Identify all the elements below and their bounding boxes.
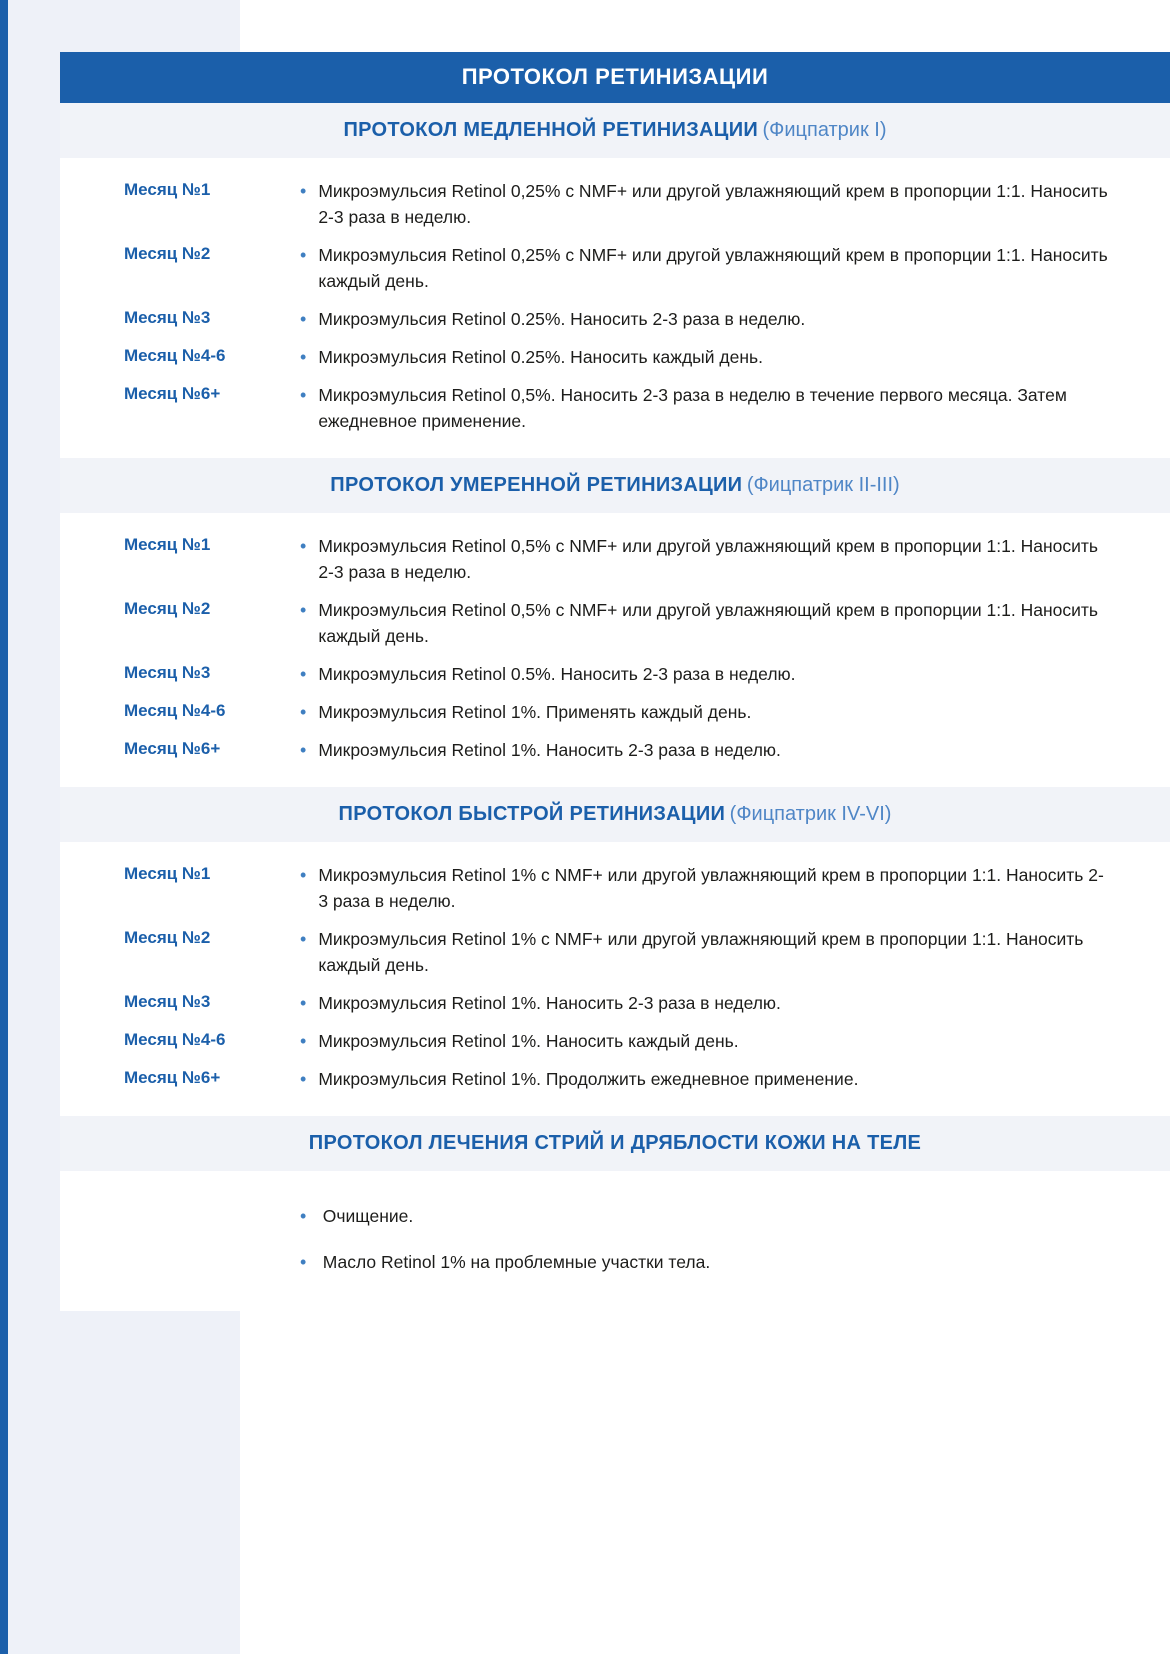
bullet-icon: • [300,1206,307,1226]
protocol-row [60,338,1170,376]
month-label: Месяц №6+ [124,384,221,403]
protocol-text: Микроэмульсия Retinol 0.25%. Наносить каждый день. [318,347,763,367]
section-title-sub: (Фицпатрик I) [762,119,887,141]
month-label: Месяц №6+ [124,1068,221,1087]
month-label: Месяц №2 [124,244,211,263]
month-label: Месяц №2 [124,599,211,618]
bullet-icon: • [300,1252,307,1272]
bullet-icon: • [300,865,307,885]
protocol-text: Микроэмульсия Retinol 1%. Наносить 2-3 раза в неделю. [318,993,781,1013]
month-label: Месяц №4-6 [124,346,226,365]
protocol-row [60,856,1170,920]
protocol-text: Микроэмульсия Retinol 0,25% с NMF+ или другой увлажняющий крем в пропорции 1:1. Наносить 2-3 раза в неделю. [318,181,1108,227]
protocol-row [60,655,1170,693]
protocol-text: Микроэмульсия Retinol 0,25% с NMF+ или другой увлажняющий крем в пропорции 1:1. Наносить каждый день. [318,245,1108,291]
section-header-fast-retinization [60,787,1170,842]
section-body-body-protocol [60,1171,1170,1311]
month-label: Месяц №1 [124,180,211,199]
bullet-icon: • [300,702,307,722]
protocol-description [300,926,1170,978]
protocol-description [300,737,1170,763]
month-label: Месяц №3 [124,308,211,327]
protocol-text: Микроэмульсия Retinol 0,5%. Наносить 2-3 раза в неделю в течение первого месяца. Затем ежедневное применение. [318,385,1067,431]
protocol-description [300,1066,1170,1092]
bullet-icon: • [300,536,307,556]
protocol-row [60,1239,1170,1285]
protocol-row [60,376,1170,440]
protocol-row [60,731,1170,769]
bullet-icon: • [300,385,307,405]
section-title-sub: (Фицпатрик II-III) [746,474,900,496]
section-title-main: ПРОТОКОЛ МЕДЛЕННОЙ РЕТИНИЗАЦИИ [343,119,759,141]
bullet-icon: • [300,600,307,620]
bullet-icon: • [300,309,307,329]
document-content [60,52,1170,1311]
protocol-description [300,990,1170,1016]
protocol-text: Микроэмульсия Retinol 1%. Применять каждый день. [318,702,752,722]
protocol-text: Микроэмульсия Retinol 0,5% с NMF+ или другой увлажняющий крем в пропорции 1:1. Наносить каждый день. [318,600,1099,646]
section-title-main: ПРОТОКОЛ УМЕРЕННОЙ РЕТИНИЗАЦИИ [330,474,743,496]
protocol-description [300,699,1170,725]
month-label: Месяц №4-6 [124,1030,226,1049]
protocol-description [300,661,1170,687]
protocol-text: Микроэмульсия Retinol 1% с NMF+ или другой увлажняющий крем в пропорции 1:1. Наносить каждый день. [318,929,1084,975]
protocol-text: Микроэмульсия Retinol 1%. Наносить 2-3 раза в неделю. [318,740,781,760]
protocol-description [300,344,1170,370]
section-body-fast-retinization [60,842,1170,1116]
protocol-row [60,984,1170,1022]
section-header-body-protocol [60,1116,1170,1171]
protocol-description [300,1028,1170,1054]
section-title-sub: (Фицпатрик IV-VI) [729,803,892,825]
protocol-description [300,862,1170,914]
bullet-icon: • [300,740,307,760]
section-title-main: ПРОТОКОЛ БЫСТРОЙ РЕТИНИЗАЦИИ [338,803,726,825]
protocol-description [300,597,1170,649]
protocol-text: Очищение. [322,1206,414,1226]
protocol-description [300,1203,413,1229]
protocol-text: Микроэмульсия Retinol 0.25%. Наносить 2-3 раза в неделю. [318,309,806,329]
bullet-icon: • [300,1031,307,1051]
protocol-description [300,178,1170,230]
protocol-row [60,236,1170,300]
protocol-row [60,1193,1170,1239]
section-body-slow-retinization [60,158,1170,458]
protocol-row [60,300,1170,338]
protocol-description [300,306,1170,332]
protocol-text: Масло Retinol 1% на проблемные участки тела. [322,1252,711,1272]
protocol-description [300,242,1170,294]
protocol-row [60,591,1170,655]
bullet-icon: • [300,245,307,265]
month-label: Месяц №4-6 [124,701,226,720]
protocol-text: Микроэмульсия Retinol 1% с NMF+ или другой увлажняющий крем в пропорции 1:1. Наносить 2-3 раза в неделю. [318,865,1104,911]
bullet-icon: • [300,347,307,367]
protocol-row [60,1022,1170,1060]
bullet-icon: • [300,1069,307,1089]
protocol-text: Микроэмульсия Retinol 1%. Наносить каждый день. [318,1031,739,1051]
section-header-moderate-retinization [60,458,1170,513]
protocol-description [300,533,1170,585]
month-label: Месяц №2 [124,928,211,947]
section-body-moderate-retinization [60,513,1170,787]
protocol-description [300,382,1170,434]
protocol-row [60,920,1170,984]
bullet-icon: • [300,929,307,949]
month-label: Месяц №3 [124,992,211,1011]
protocol-row [60,693,1170,731]
month-label: Месяц №1 [124,864,211,883]
bullet-icon: • [300,664,307,684]
month-label: Месяц №3 [124,663,211,682]
protocol-text: Микроэмульсия Retinol 1%. Продолжить ежедневное применение. [318,1069,859,1089]
protocol-row [60,1060,1170,1098]
protocol-description [300,1249,710,1275]
page-title: ПРОТОКОЛ РЕТИНИЗАЦИИ [60,52,1170,103]
month-label: Месяц №1 [124,535,211,554]
protocol-text: Микроэмульсия Retinol 0,5% с NMF+ или другой увлажняющий крем в пропорции 1:1. Наносить 2-3 раза в неделю. [318,536,1099,582]
section-header-slow-retinization [60,103,1170,158]
protocol-text: Микроэмульсия Retinol 0.5%. Наносить 2-3 раза в неделю. [318,664,796,684]
protocol-row [60,172,1170,236]
bullet-icon: • [300,993,307,1013]
bullet-icon: • [300,181,307,201]
month-label: Месяц №6+ [124,739,221,758]
protocol-row [60,527,1170,591]
section-title-main: ПРОТОКОЛ ЛЕЧЕНИЯ СТРИЙ И ДРЯБЛОСТИ КОЖИ НА ТЕЛЕ [308,1132,922,1154]
